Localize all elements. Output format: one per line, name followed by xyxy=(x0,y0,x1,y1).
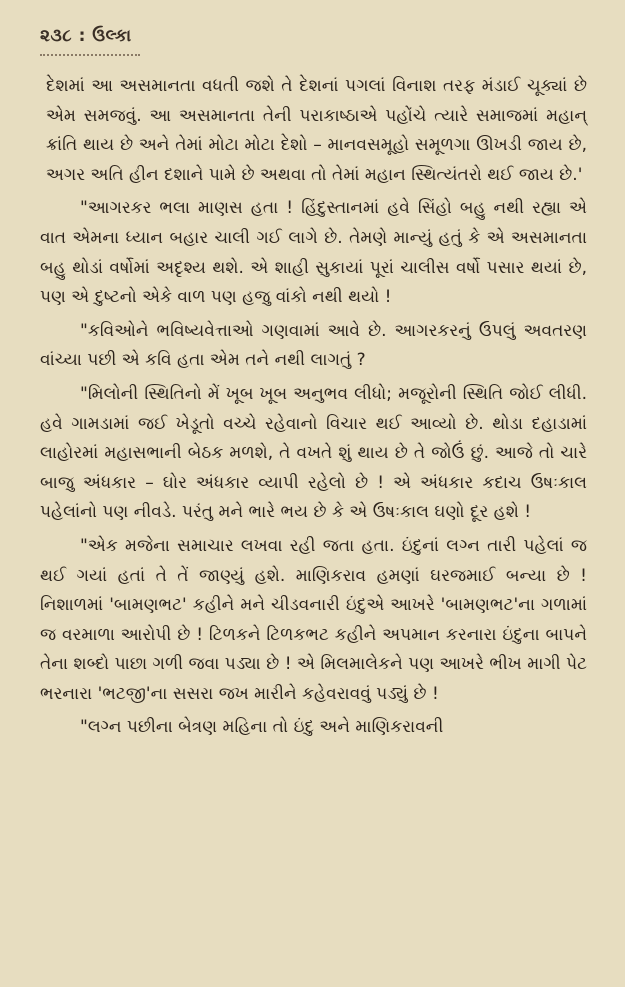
paragraph-4: "મિલોની સ્થિતિનો મેં ખૂબ ખૂબ અનુભવ લીધો; મજૂરોની સ્થિતિ જોઈ લીધી. હવે ગામડામાં જઈ ખેડૂતો વચ્ચે રહેવાનો વિચાર થઈ આવ્યો છે. થોડા દહાડામાં લાહોરમાં મહાસભાની બેઠક મળશે, તે વખતે શું થાય છે તે જોઉં છું. આજે તો ચારે બાજુ અંધકાર – ઘોર અંધકાર વ્યાપી રહેલો છે ! એ અંધકાર કદાચ ઉષઃકાલ પહેલાંનો પણ નીવડે. પરંતુ મને ભારે ભય છે કે એ ઉષઃકાલ ઘણો દૂર હશે ! xyxy=(40,383,587,523)
body-text xyxy=(40,72,587,743)
running-header xyxy=(40,26,587,46)
page-number-and-title: ૨૩૮ : ઉલ્કા xyxy=(40,26,132,46)
paragraph-3: "કવિઓને ભવિષ્યવેત્તાઓ ગણવામાં આવે છે. આગરકરનું ઉપલું અવતરણ વાંચ્યા પછી એ કવિ હતા એમ તને નથી લાગતું ? xyxy=(40,320,587,371)
header-decorative-rule xyxy=(40,48,140,56)
paragraph-2: "આગરકર ભલા માણસ હતા ! હિંદુસ્તાનમાં હવે સિંહો બહુ નથી રહ્યા એ વાત એમના ધ્યાન બહાર ચાલી ગઈ લાગે છે. તેમણે માન્યું હતું કે એ અસમાનતા બહુ થોડાં વર્ષોમાં અદૃશ્ય થશે. એ શાહી સુકાયાં પૂરાં ચાલીસ વર્ષો પસાર થયાં છે, પણ એ દુષ્ટનો એકે વાળ પણ હજુ વાંકો નથી થયો ! xyxy=(40,198,587,308)
paragraph-1: દેશમાં આ અસમાનતા વધતી જશે તે દેશનાં પગલાં વિનાશ તરફ મંડાઈ ચૂક્યાં છે એમ સમજવું. આ અસમાનતા તેની પરાકાષ્ઠાએ પહોંચે ત્યારે સમાજમાં મહાન્ ક્રાંતિ થાય છે અને તેમાં મોટા મોટા દેશો – માનવસમૂહો સમૂળગા ઊખડી જાય છે, અગર અતિ હીન દશાને પામે છે અથવા તો તેમાં મહાન સ્થિત્યંતરો થઈ જાય છે.' xyxy=(46,76,587,185)
paragraph-6: "લગ્ન પછીના બેત્રણ મહિના તો ઇંદુ અને માણિકરાવની xyxy=(80,717,444,738)
paragraph-5: "એક મજેના સમાચાર લખવા રહી જતા હતા. ઇંદુનાં લગ્ન તારી પહેલાં જ થઈ ગયાં હતાં તે તેં જાણ્યું હશે. માણિકરાવ હમણાં ઘરજમાઈ બન્યા છે ! નિશાળમાં 'બામણભટ' કહીને મને ચીડવનારી ઇંદુએ આખરે 'બામણભટ'ના ગળામાં જ વરમાળા આરોપી છે ! ટિળકને ટિળકભટ કહીને અપમાન કરનારા ઇંદુના બાપને તેના શબ્દો પાછા ગળી જવા પડ્યા છે ! એ મિલમાલેકને પણ આખરે ભીખ માગી પેટ ભરનારા 'ભટજી'ના સસરા જખ મારીને કહેવરાવવું પડ્યું છે ! xyxy=(40,535,587,704)
